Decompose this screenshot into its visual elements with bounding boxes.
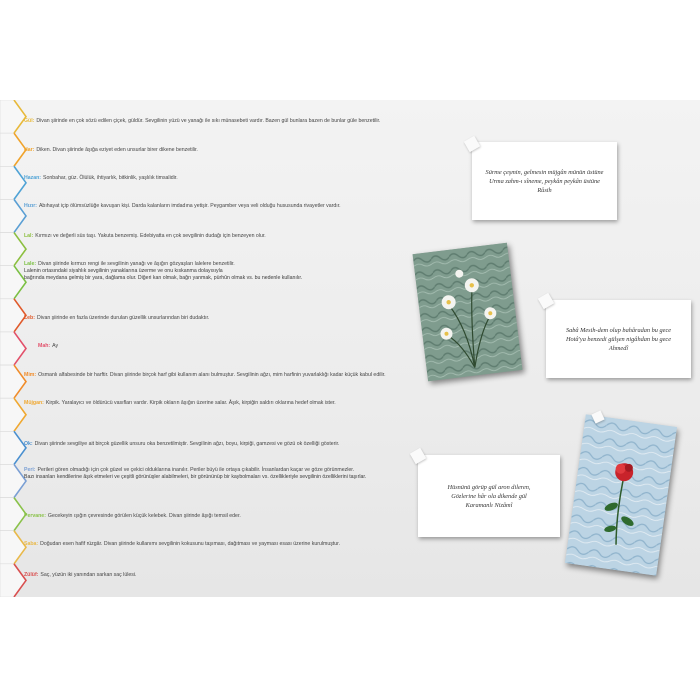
poem-line: Hotâ'ya benzedi gülşen nigâhdan bu gece	[565, 335, 672, 343]
glossary-term: Müjgan:	[24, 400, 44, 406]
poem-line: Hüsnünü görüp gül aron dileren,	[447, 483, 531, 491]
poem-author: Ahmedî	[608, 344, 629, 352]
glossary-entry	[24, 261, 424, 282]
glossary-definition: Kırmızı ve değerli süs taşı. Yakuta benzemiş. Edebiyatta en çok sevgilinin dudağı için benzeyen olur.	[35, 233, 266, 239]
glossary-term: Pervane:	[24, 513, 46, 519]
poem-card-3	[418, 455, 560, 537]
glossary-definition: Sonbahar, güz. Ölülük, ihtiyarlık, bitkinlik, yaşlılık timsalidir.	[43, 175, 178, 181]
glossary-definition: Saç, yüzün iki yanından sarkan saç lülesi.	[40, 572, 137, 578]
glossary-entry	[24, 467, 424, 481]
red-rose-icon	[565, 414, 677, 575]
glossary-definition: Divan şiirinde en fazla üzerinde durulan güzellik unsurlarından biri dudaktır.	[36, 315, 210, 321]
glossary-entry	[24, 315, 424, 322]
glossary-term: Hızır:	[24, 203, 37, 209]
glossary-list	[0, 100, 420, 597]
marbled-rose-image	[565, 414, 677, 575]
poem-author: Karamanlı Nizâmî	[465, 501, 513, 509]
glossary-definition-extra: Lalenin ortasındaki siyahlık sevgilinin yanaklarına üzerme ve onu kıskanma dolayısıyla	[24, 268, 223, 274]
glossary-entry	[24, 175, 424, 182]
daisy-flowers-icon	[413, 243, 523, 382]
poem-card-1	[472, 142, 617, 220]
glossary-definition: Ay	[52, 343, 59, 349]
glossary-definition: Diken. Divan şiirinde âşığa eziyet eden unsurlar birer dikene benzetilir.	[36, 147, 198, 153]
glossary-term: Lale:	[24, 261, 37, 267]
glossary-term: Saba:	[24, 541, 39, 547]
glossary-term: Leb:	[24, 315, 35, 321]
glossary-entry	[24, 147, 424, 154]
glossary-entry	[38, 343, 438, 350]
glossary-term: Mah:	[38, 343, 51, 349]
glossary-definition: Divan şiirinde en çok sözü edilen çiçek, güldür. Sevgilinin yüzü ve yanağı ile sıkı münasebeti vardır. Bazen gül bunlara bazen de bunlar güle benzetilir.	[36, 118, 381, 124]
glossary-entry	[24, 441, 424, 448]
glossary-term: Peri:	[24, 467, 36, 473]
glossary-term: Zülüf:	[24, 572, 39, 578]
glossary-entry	[24, 203, 424, 210]
ebru-glossary-board	[0, 100, 700, 597]
poem-line: Sürme çeşmin, gelmesin müjgân münün üstüne	[485, 168, 604, 176]
glossary-definition-extra: Bazı insanları kendilerine âşık etmeleri ve çeşitli görünüşler alabilmeleri, bir görününüp bir kaybolmaları vs. özellikleriyle sevgilinin özelliklerini taşırlar.	[24, 474, 367, 480]
glossary-definition: Kirpik. Yaralayıcı ve öldürücü vasıfları vardır. Kirpik okların âşığın üzerine salar. Âşık, kirpiğin saldırı oklarına hedef olmak ister.	[45, 400, 336, 406]
poem-card-2	[546, 300, 691, 378]
glossary-definition: Gecekeyin ışığın çevresinde görülen küçük kelebek. Divan şiirinde âşığı temsil eder.	[47, 513, 241, 519]
glossary-term: Hazan:	[24, 175, 42, 181]
glossary-entry	[24, 513, 424, 520]
glossary-definition: Divan şiirinde kırmızı rengi ile sevgilinin yanağı ve âşığın gözyaşları lalelere benzetilir.	[38, 261, 235, 267]
glossary-entry	[24, 118, 424, 125]
glossary-term: Lal:	[24, 233, 34, 239]
glossary-entry	[24, 541, 424, 548]
glossary-term: Har:	[24, 147, 35, 153]
glossary-definition-extra: bağrında meydana gelmiş bir yara, dağlama olur. Diğeri kan olmak, bağrı yanmak, pürhûn olmak vs. bu nedenle kullanılır.	[24, 275, 303, 281]
marbled-daisies-image	[413, 243, 523, 382]
glossary-definition: Abıhayat içip ölümsüzlüğe kavuşan kişi. Darda kalanların imdadına yetişir. Peygamber veya veli olduğu hususunda rivayetler vardır.	[38, 203, 341, 209]
poem-author: Rûsih	[537, 186, 552, 194]
glossary-term: Ok:	[24, 441, 33, 447]
glossary-term: Mim:	[24, 372, 37, 378]
glossary-definition: Divan şiirinde sevgiliye ait birçok güzellik unsuru oka benzetilmiştir. Sevgilinin ağzı, boyu, kirpiği, gamzesi ve gözü ok özelliği gösterir.	[34, 441, 340, 447]
glossary-entry	[24, 372, 424, 379]
glossary-entry	[24, 233, 424, 240]
glossary-definition: Doğudan esen hafif rüzgâr. Divan şiirinde kullanımı sevgilinin kokusunu taşıması, dağıtması ve yayması esası üzerine kurulmuştur.	[40, 541, 341, 547]
glossary-entry	[24, 572, 424, 579]
glossary-definition: Perileri gören olmadığı için çok güzel ve çekici olduklarına inanılır. Periler büyü ile ortaya çıkabilir. İnsanlardan kaçar ve göze görünmezler.	[37, 467, 355, 473]
poem-line: Urma zahm-ı sîneme, peykân peykân üstüne	[489, 177, 600, 185]
poem-line: Gözlerine hâr ola dikende gül	[451, 492, 527, 500]
glossary-entry	[24, 400, 424, 407]
poem-line: Sabâ Mesih-dem olup bahâradan bu gece	[565, 326, 672, 334]
glossary-term: Gül:	[24, 118, 35, 124]
glossary-definition: Osmanlı alfabesinde bir harftir. Divan şiirinde birçok harf gibi kullanım alanı bulmuştur. Sevgilinin ağzı, mim harfinin yuvarlaklığı kadar küçük kabul edilir.	[38, 372, 386, 378]
